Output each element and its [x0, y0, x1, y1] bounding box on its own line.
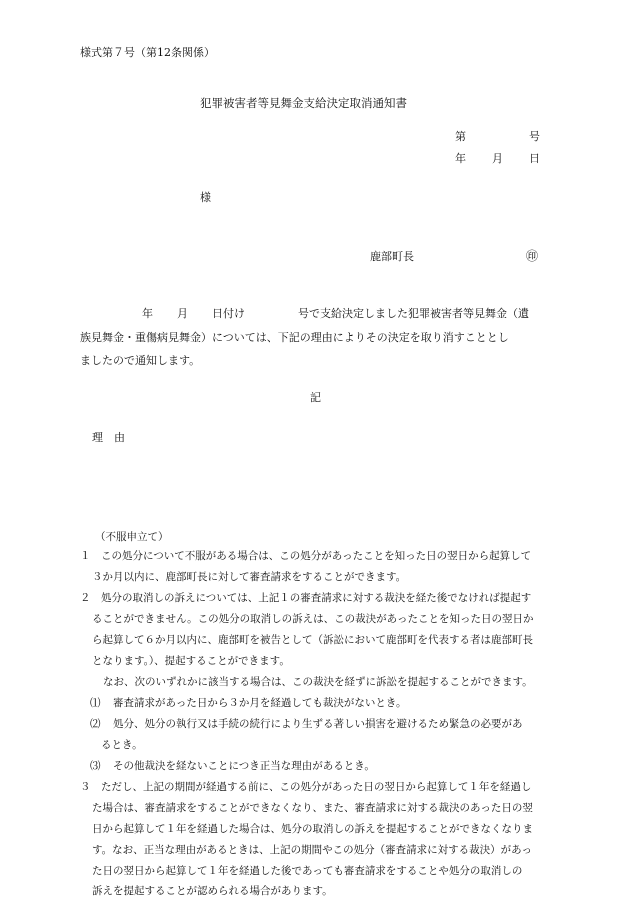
appeal-item-1-line: この処分について不服がある場合は、この処分があったことを知った日の翌日から起算して: [101, 550, 532, 562]
subitem-2-line: 処分、処分の執行又は手続の続行により生ずる著しい損害を避けるため緊急の必要があ: [113, 718, 523, 730]
appeal-item-2-line: ることができません。この処分の取消しの訴えは、この裁決があったことを知った日の翌日か: [92, 613, 534, 625]
appeal-item-3-line: 日から起算して１年を経過した場合は、処分の取消しの訴えを提起することができなくなりま: [92, 823, 533, 835]
reason-label: 理 由: [92, 431, 125, 444]
body-decision-text: 号で支給決定しました犯罪被害者等見舞金（遺: [298, 307, 529, 320]
number-prefix: 第: [455, 130, 466, 143]
appeal-item-3-line: 訴えを提起することが認められる場合があります。: [92, 885, 333, 897]
seal-mark: ㊞: [526, 249, 539, 263]
appeal-item-2-number: ２: [80, 592, 91, 604]
appeal-item-2-note: なお、次のいずれかに該当する場合は、この裁決を経ずに訴訟を提起することができます。: [103, 676, 533, 688]
subitem-2-number: ⑵: [90, 718, 101, 730]
body-dated: 日付け: [212, 307, 245, 320]
date-year: 年: [455, 152, 466, 165]
appeal-item-2-line: となります。）、提起することができます。: [92, 655, 290, 667]
appeal-item-3-line: た場合は、審査請求をすることができなくなり、また、審査請求に対する裁決のあった日の翌: [92, 802, 533, 814]
subitem-2-line: るとき。: [101, 739, 143, 751]
body-month: 月: [177, 307, 188, 320]
number-suffix: 号: [529, 130, 540, 143]
appeal-item-3-line: す。なお、正当な理由があるときは、上記の期間やこの処分（審査請求に対する裁決）があっ: [92, 844, 533, 856]
appeal-item-3-line: ただし、上記の期間が経過する前に、この処分があった日の翌日から起算して１年を経過し: [101, 781, 532, 793]
ki-heading: 記: [310, 391, 321, 404]
issue-date: [455, 153, 540, 164]
date-day: 日: [529, 152, 540, 165]
addressee-suffix: 様: [200, 191, 211, 204]
appeal-item-3-number: ３: [80, 781, 91, 793]
subitem-1-number: ⑴: [90, 697, 101, 709]
appeal-item-3-line: た日の翌日から起算して１年を経過した後であっても審査請求をすることや処分の取消しの: [92, 865, 523, 877]
appeal-item-1-line: ３か月以内に、鹿部町長に対して審査請求をすることができます。: [92, 571, 407, 583]
form-label: 様式第７号（第12条関係）: [80, 46, 215, 59]
document-number: [455, 131, 540, 142]
date-month: 月: [492, 152, 503, 165]
appeal-item-2-line: ら起算して６か月以内に、鹿部町を被告として（訴訟において鹿部町を代表する者は鹿部町長: [92, 634, 533, 646]
body-year: 年: [142, 307, 153, 320]
appeal-heading: （不服申立て）: [95, 531, 169, 543]
subitem-1-line: 審査請求があった日から３か月を経過しても裁決がないとき。: [113, 697, 407, 709]
subitem-3-line: その他裁決を経ないことにつき正当な理由があるとき。: [113, 760, 375, 772]
appeal-item-1-number: １: [80, 550, 91, 562]
subitem-3-number: ⑶: [90, 760, 101, 772]
issuer-name: 鹿部町長: [370, 250, 414, 263]
document-title: 犯罪被害者等見舞金支給決定取消通知書: [200, 96, 407, 110]
body-line-3: ましたので通知します。: [80, 354, 201, 367]
body-line-2: 族見舞金・重傷病見舞金）については、下記の理由によりその決定を取り消すこととし: [80, 331, 509, 344]
appeal-item-2-line: 処分の取消しの訴えについては、上記１の審査請求に対する裁決を経た後でなければ提起す: [101, 592, 532, 604]
